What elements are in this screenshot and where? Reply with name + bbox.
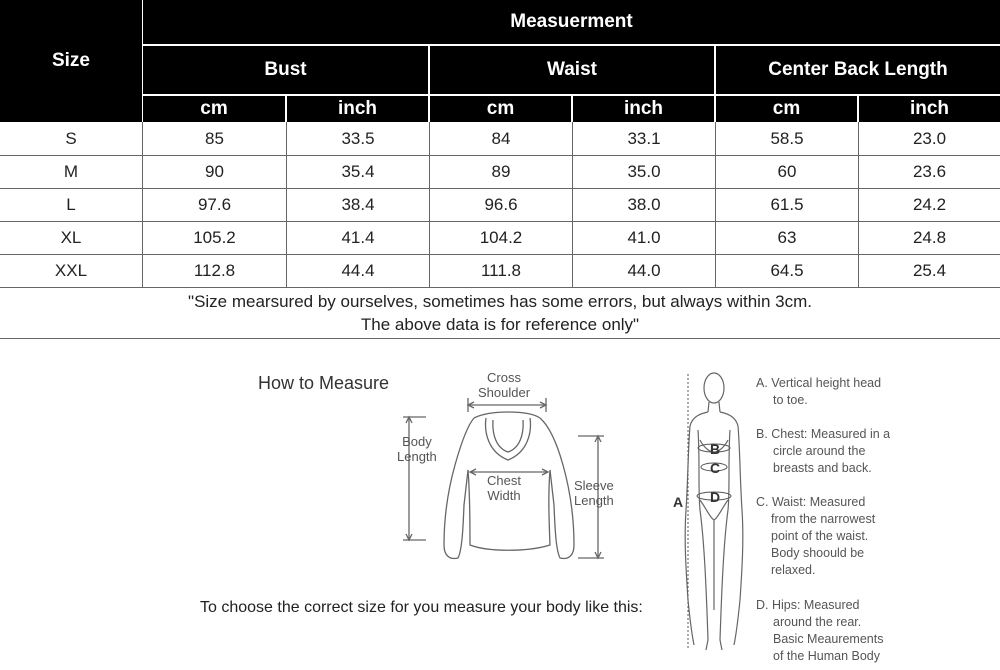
waist-inch-cell: 44.0 (627, 261, 661, 280)
legend-line: around the rear. (773, 615, 862, 629)
bust-cm-cell: 90 (205, 162, 224, 181)
bust-header: Bust (143, 46, 428, 94)
body-letter-c: C (710, 460, 721, 476)
unit-header: inch (859, 96, 1000, 122)
how-to-measure-title: How to Measure (258, 373, 390, 393)
waist-inch-cell: 41.0 (627, 228, 661, 247)
bust-inch-cell: 35.4 (341, 162, 375, 181)
center-back-length-header: Center Back Length (716, 46, 1000, 94)
unit-header: inch (573, 96, 714, 122)
legend-line: Basic Meaurements (773, 632, 884, 646)
legend-c-waist (756, 494, 875, 579)
label-line: Length (397, 449, 437, 464)
measurement-header: Measuerment (143, 0, 1000, 44)
legend-d-hips (756, 597, 883, 665)
body-letter-a: A (673, 494, 684, 510)
waist-cm-cell: 96.6 (484, 195, 518, 214)
disclaimer-line-1: "Size mearsured by ourselves, sometimes has some errors, but always within 3cm. (188, 292, 812, 311)
unit-header: cm (143, 96, 285, 122)
label-line: Sleeve (574, 478, 614, 493)
length-inch-cell: 24.2 (912, 195, 947, 214)
size-header: Size (0, 0, 142, 122)
measure-instruction: To choose the correct size for you measure your body like this: (200, 599, 643, 616)
legend-line: Body shoould be (771, 546, 865, 560)
length-inch-cell: 23.0 (912, 129, 947, 148)
label-line: Length (574, 493, 614, 508)
legend-b-chest (756, 426, 890, 477)
legend-line: of the Human Body (773, 649, 881, 663)
bust-inch-cell: 33.5 (341, 129, 375, 148)
waist-cm-cell: 104.2 (479, 228, 523, 247)
legend-line: D. Hips: Measured (756, 598, 860, 612)
size-cell: S (65, 129, 77, 148)
disclaimer-line-2: The above data is for reference only" (360, 315, 640, 334)
legend-line: A. Vertical height head (756, 376, 882, 390)
bust-cm-cell: 105.2 (193, 228, 236, 247)
waist-cm-cell: 111.8 (480, 261, 522, 280)
length-cm-cell: 58.5 (770, 129, 804, 148)
label-line: Width (487, 488, 521, 503)
bust-cm-cell: 112.8 (193, 261, 236, 280)
label-line: Body (402, 434, 432, 449)
legend-line: breasts and back. (773, 461, 872, 475)
length-cm-cell: 60 (777, 162, 797, 181)
legend-line: point of the waist. (771, 529, 869, 543)
length-cm-cell: 61.5 (770, 195, 804, 214)
legend-line: circle around the (773, 444, 866, 458)
bust-inch-cell: 41.4 (341, 228, 375, 247)
length-inch-cell: 24.8 (912, 228, 947, 247)
waist-inch-cell: 38.0 (627, 195, 661, 214)
label-line: Cross (487, 370, 521, 385)
bust-inch-cell: 38.4 (341, 195, 375, 214)
bust-inch-cell: 44.4 (341, 261, 375, 280)
legend-line: from the narrowest (771, 512, 876, 526)
legend-a-vertical-height (756, 375, 881, 409)
bust-cm-cell: 97.6 (197, 195, 232, 214)
length-cm-cell: 63 (777, 228, 797, 247)
unit-header: inch (287, 96, 428, 122)
length-cm-cell: 64.5 (770, 261, 804, 280)
unit-header: cm (430, 96, 571, 122)
size-cell: L (66, 195, 76, 214)
label-line: Shoulder (478, 385, 531, 400)
waist-inch-cell: 35.0 (627, 162, 661, 181)
body-letter-d: D (710, 489, 721, 505)
size-cell: M (63, 162, 79, 181)
length-inch-cell: 25.4 (912, 261, 947, 280)
waist-cm-cell: 84 (491, 129, 511, 148)
legend-line: relaxed. (771, 563, 816, 577)
size-cell: XL (60, 228, 82, 247)
size-cell: XXL (54, 261, 88, 280)
legend-line: B. Chest: Measured in a (756, 427, 891, 441)
waist-header: Waist (430, 46, 714, 94)
length-inch-cell: 23.6 (912, 162, 947, 181)
unit-header: cm (716, 96, 857, 122)
waist-inch-cell: 33.1 (627, 129, 661, 148)
bust-cm-cell: 85 (205, 129, 224, 148)
body-letter-b: B (710, 441, 721, 457)
label-line: Chest (487, 473, 521, 488)
legend-line: to toe. (773, 393, 808, 407)
legend-line: C. Waist: Measured (756, 495, 866, 509)
waist-cm-cell: 89 (491, 162, 511, 181)
